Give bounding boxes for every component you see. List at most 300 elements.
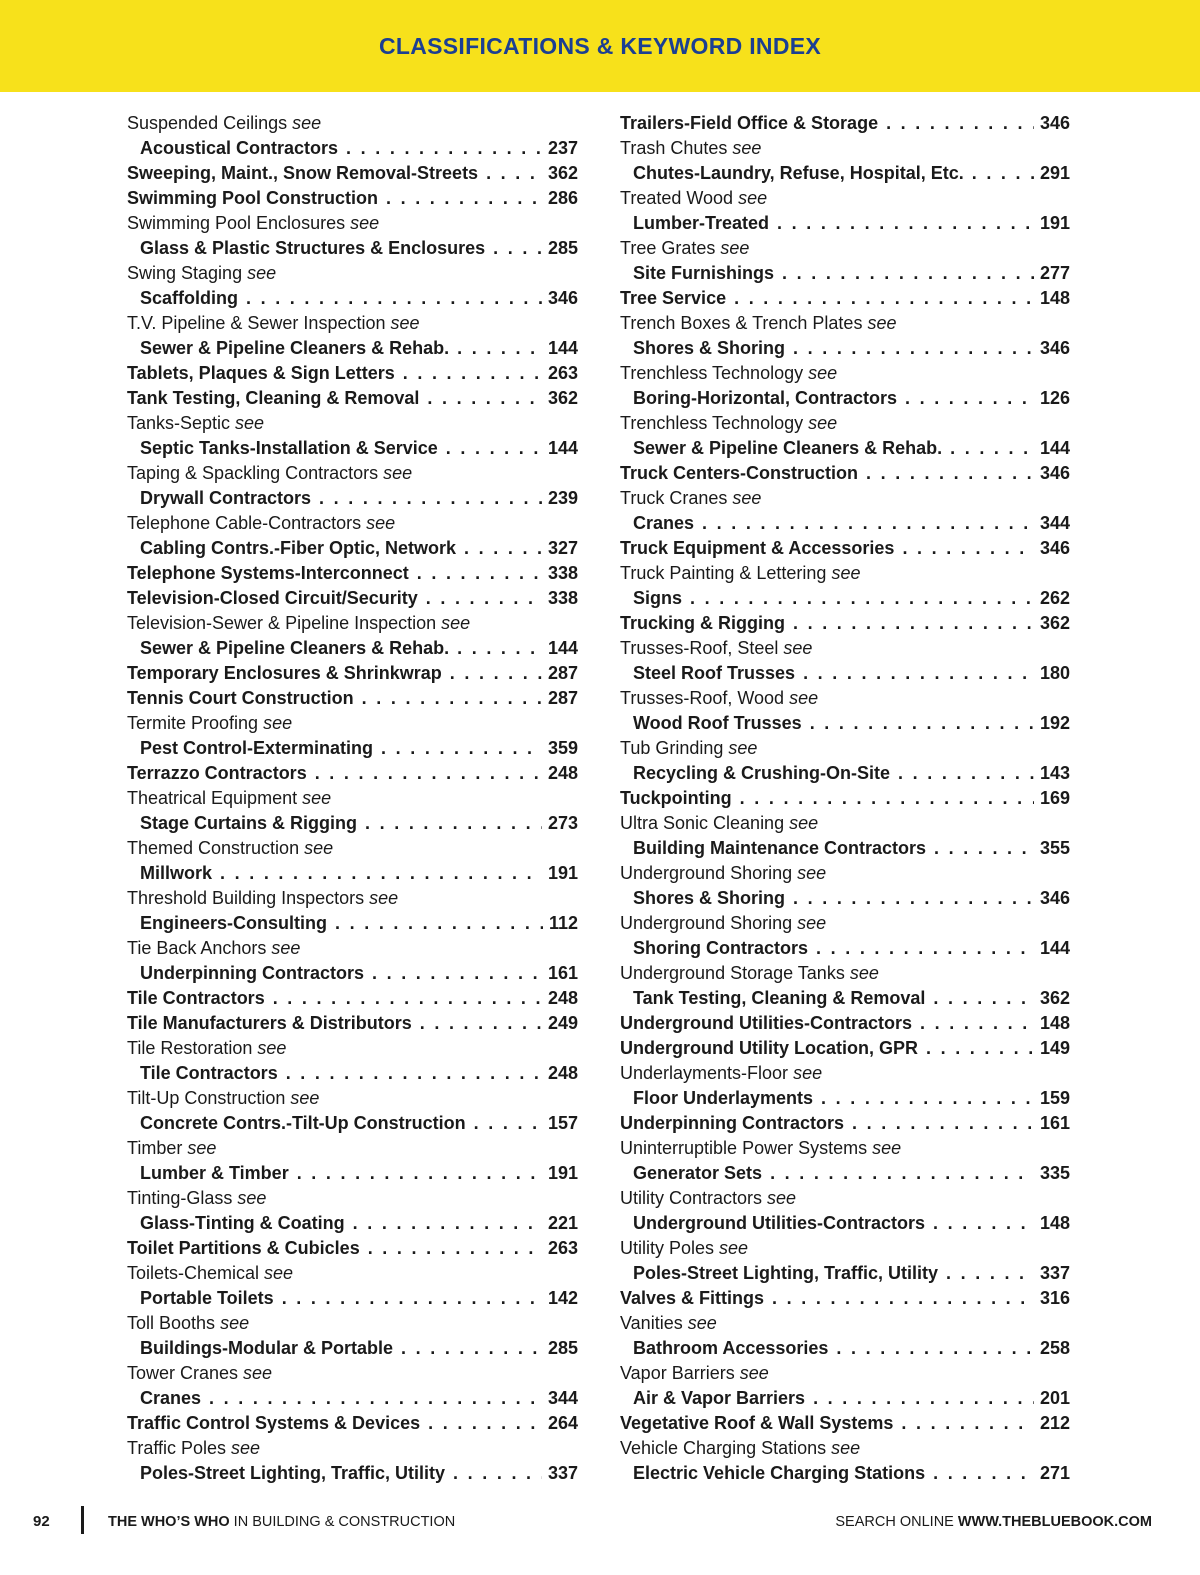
see-label: see: [793, 1063, 823, 1083]
index-subentry: [127, 236, 578, 261]
dot-leader: [852, 1111, 1034, 1136]
dot-leader: [346, 136, 542, 161]
dot-leader: [403, 361, 542, 386]
index-subentry: [127, 486, 578, 511]
index-cross-reference: [127, 311, 578, 336]
dot-leader: [450, 661, 542, 686]
classification-name: Swimming Pool Construction: [127, 188, 378, 208]
index-entry: [127, 686, 578, 711]
dot-leader: [793, 886, 1034, 911]
dot-leader: [926, 1036, 1034, 1061]
see-label: see: [292, 113, 322, 133]
see-label: see: [220, 1313, 250, 1333]
classification-name: Lumber-Treated: [633, 213, 770, 233]
classification-name: Steel Roof Trusses: [633, 663, 796, 683]
classification-name: Site Furnishings: [633, 263, 775, 283]
classification-name: Truck Centers-Construction: [620, 463, 859, 483]
cross-reference-term: Underlayments-Floor: [620, 1063, 789, 1083]
index-subentry: [620, 511, 1070, 536]
see-label: see: [797, 913, 827, 933]
cross-reference-term: Truck Cranes: [620, 488, 728, 508]
index-cross-reference: [620, 311, 1070, 336]
dot-leader: [770, 1161, 1034, 1186]
dot-leader: [381, 736, 542, 761]
dot-leader: [950, 436, 1034, 461]
index-entry: [620, 1411, 1070, 1436]
page-reference: 346: [1039, 538, 1070, 558]
index-cross-reference: [127, 111, 578, 136]
classification-name: Stage Curtains & Rigging: [140, 813, 358, 833]
dot-leader: [209, 1386, 542, 1411]
page-reference: 169: [1039, 788, 1070, 808]
cross-reference-term: Vehicle Charging Stations: [620, 1438, 827, 1458]
dot-leader: [816, 936, 1034, 961]
classification-name: Cranes: [633, 513, 695, 533]
dot-leader: [782, 261, 1034, 286]
index-subentry: [127, 1461, 578, 1486]
dot-leader: [934, 836, 1034, 861]
page-reference: 112: [548, 913, 578, 933]
cross-reference-term: Underground Shoring: [620, 863, 793, 883]
page-reference: 191: [547, 863, 578, 883]
see-label: see: [383, 463, 413, 483]
index-subentry: [620, 1336, 1070, 1361]
classification-name: Glass & Plastic Structures & Enclosures: [140, 238, 486, 258]
index-subentry: [127, 1386, 578, 1411]
dot-leader: [353, 1211, 542, 1236]
index-entry: [620, 536, 1070, 561]
classification-name: Underpinning Contractors: [140, 963, 364, 983]
page-reference: 148: [1039, 288, 1070, 308]
page-reference: 149: [1039, 1038, 1070, 1058]
classification-name: Cranes: [140, 1388, 202, 1408]
index-cross-reference: [620, 911, 1070, 936]
see-label: see: [739, 1363, 769, 1383]
index-entry: [127, 186, 578, 211]
see-label: see: [237, 1188, 267, 1208]
index-cross-reference: [127, 886, 578, 911]
index-subentry: [620, 1086, 1070, 1111]
cross-reference-term: Tie Back Anchors: [127, 938, 267, 958]
classification-name: Septic Tanks-Installation & Service: [140, 438, 438, 458]
classification-name: Millwork: [140, 863, 213, 883]
dot-leader: [446, 436, 542, 461]
cross-reference-term: Suspended Ceilings: [127, 113, 288, 133]
classification-name: Scaffolding: [140, 288, 238, 308]
cross-reference-term: Termite Proofing: [127, 713, 259, 733]
classification-name: Underpinning Contractors: [620, 1113, 844, 1133]
index-cross-reference: [127, 1136, 578, 1161]
dot-leader: [453, 1461, 542, 1486]
classification-name: Traffic Control Systems & Devices: [127, 1413, 421, 1433]
dot-leader: [902, 536, 1034, 561]
classification-name: Sewer & Pipeline Cleaners & Rehab.: [633, 438, 943, 458]
index-cross-reference: [620, 186, 1070, 211]
classification-name: Chutes-Laundry, Refuse, Hospital, Etc.: [633, 163, 964, 183]
classification-name: Concrete Contrs.-Tilt-Up Construction: [140, 1113, 466, 1133]
see-label: see: [235, 413, 265, 433]
page-reference: 337: [547, 1463, 578, 1483]
page-reference: 335: [1039, 1163, 1070, 1183]
see-label: see: [302, 788, 332, 808]
page-reference: 264: [547, 1413, 578, 1433]
page-reference: 180: [1039, 663, 1070, 683]
dot-leader: [886, 111, 1034, 136]
index-cross-reference: [620, 1361, 1070, 1386]
index-subentry: [127, 136, 578, 161]
cross-reference-term: Toilets-Chemical: [127, 1263, 260, 1283]
index-cross-reference: [127, 611, 578, 636]
page-reference: 362: [1039, 988, 1070, 1008]
page-reference: 287: [547, 663, 578, 683]
page-reference: 237: [547, 138, 578, 158]
classification-name: Floor Underlayments: [633, 1088, 814, 1108]
page-reference: 346: [1039, 888, 1070, 908]
cross-reference-term: Threshold Building Inspectors: [127, 888, 365, 908]
page-reference: 285: [547, 1338, 578, 1358]
page-reference: 148: [1039, 1013, 1070, 1033]
dot-leader: [286, 1061, 542, 1086]
dot-leader: [740, 786, 1034, 811]
dot-leader: [905, 386, 1034, 411]
index-entry: [620, 611, 1070, 636]
index-cross-reference: [620, 411, 1070, 436]
cross-reference-term: Treated Wood: [620, 188, 734, 208]
index-cross-reference: [620, 236, 1070, 261]
classification-name: Underground Utility Location, GPR: [620, 1038, 918, 1058]
index-cross-reference: [127, 511, 578, 536]
index-subentry: [620, 1161, 1070, 1186]
index-entry: [127, 386, 578, 411]
index-entry: [620, 1286, 1070, 1311]
dot-leader: [457, 336, 542, 361]
index-cross-reference: [620, 961, 1070, 986]
dot-leader: [368, 1236, 542, 1261]
index-subentry: [620, 1211, 1070, 1236]
page-reference: 287: [547, 688, 578, 708]
cross-reference-term: Traffic Poles: [127, 1438, 227, 1458]
see-label: see: [290, 1088, 320, 1108]
cross-reference-term: Timber: [127, 1138, 183, 1158]
see-label: see: [247, 263, 277, 283]
cross-reference-term: Trusses-Roof, Steel: [620, 638, 779, 658]
see-label: see: [441, 613, 471, 633]
dot-leader: [427, 386, 542, 411]
classification-name: Sewer & Pipeline Cleaners & Rehab.: [140, 338, 450, 358]
dot-leader: [493, 236, 542, 261]
dot-leader: [793, 611, 1034, 636]
page-reference: 338: [547, 588, 578, 608]
page-reference: 271: [1039, 1463, 1070, 1483]
classification-name: Trucking & Rigging: [620, 613, 785, 633]
publication-name-bold: THE WHO’S WHO: [108, 1514, 230, 1530]
see-label: see: [732, 138, 762, 158]
see-label: see: [187, 1138, 217, 1158]
index-subentry: [127, 1111, 578, 1136]
dot-leader: [457, 636, 542, 661]
index-cross-reference: [127, 711, 578, 736]
page-reference: 192: [1039, 713, 1070, 733]
page-reference: 221: [547, 1213, 578, 1233]
classification-name: Tank Testing, Cleaning & Removal: [127, 388, 420, 408]
classification-name: Bathroom Accessories: [633, 1338, 829, 1358]
index-subentry: [620, 436, 1070, 461]
page-reference: 355: [1039, 838, 1070, 858]
page-reference: 239: [547, 488, 578, 508]
page-reference: 346: [547, 288, 578, 308]
index-cross-reference: [620, 561, 1070, 586]
index-subentry: [127, 811, 578, 836]
dot-leader: [282, 1286, 542, 1311]
index-subentry: [620, 986, 1070, 1011]
dot-leader: [946, 1261, 1034, 1286]
dot-leader: [386, 186, 542, 211]
page-number: 92: [33, 1513, 50, 1530]
see-label: see: [738, 188, 768, 208]
classification-name: Portable Toilets: [140, 1288, 274, 1308]
see-label: see: [797, 863, 827, 883]
dot-leader: [486, 161, 542, 186]
classification-name: Glass-Tinting & Coating: [140, 1213, 345, 1233]
classification-name: Sweeping, Maint., Snow Removal-Streets: [127, 163, 479, 183]
classification-name: Acoustical Contractors: [140, 138, 339, 158]
classification-name: Cabling Contrs.-Fiber Optic, Network: [140, 538, 457, 558]
index-entry: [127, 661, 578, 686]
page-reference: 337: [1039, 1263, 1070, 1283]
search-prefix: SEARCH ONLINE: [835, 1514, 958, 1530]
classification-name: Air & Vapor Barriers: [633, 1388, 806, 1408]
index-cross-reference: [620, 811, 1070, 836]
cross-reference-term: Tub Grinding: [620, 738, 724, 758]
dot-leader: [813, 1386, 1034, 1411]
page-reference: 258: [1039, 1338, 1070, 1358]
index-entry: [620, 1011, 1070, 1036]
header-banner: [0, 0, 1200, 92]
classification-name: Tablets, Plaques & Sign Letters: [127, 363, 395, 383]
classification-name: Television-Closed Circuit/Security: [127, 588, 418, 608]
index-entry: [620, 1111, 1070, 1136]
page-reference: 346: [1039, 113, 1070, 133]
page-reference: 285: [547, 238, 578, 258]
page-reference: 263: [547, 1238, 578, 1258]
classification-name: Shores & Shoring: [633, 338, 786, 358]
see-label: see: [767, 1188, 797, 1208]
index-cross-reference: [620, 1311, 1070, 1336]
index-subentry: [127, 536, 578, 561]
classification-name: Tuckpointing: [620, 788, 732, 808]
page-reference: 344: [1039, 513, 1070, 533]
page-reference: 316: [1039, 1288, 1070, 1308]
index-subentry: [127, 286, 578, 311]
cross-reference-term: Uninterruptible Power Systems: [620, 1138, 868, 1158]
see-label: see: [687, 1313, 717, 1333]
publication-name-rest: IN BUILDING & CONSTRUCTION: [229, 1514, 456, 1530]
page-reference: 344: [547, 1388, 578, 1408]
dot-leader: [821, 1086, 1034, 1111]
cross-reference-term: Theatrical Equipment: [127, 788, 298, 808]
classification-name: Valves & Fittings: [620, 1288, 765, 1308]
cross-reference-term: Trench Boxes & Trench Plates: [620, 313, 863, 333]
see-label: see: [808, 363, 838, 383]
dot-leader: [810, 711, 1034, 736]
cross-reference-term: Swimming Pool Enclosures: [127, 213, 346, 233]
index-subentry: [620, 1386, 1070, 1411]
classification-name: Tennis Court Construction: [127, 688, 354, 708]
index-subentry: [127, 911, 578, 936]
see-label: see: [719, 1238, 749, 1258]
index-entry: [127, 1411, 578, 1436]
index-subentry: [127, 961, 578, 986]
page-reference: 157: [547, 1113, 578, 1133]
see-label: see: [849, 963, 879, 983]
page-reference: 161: [547, 963, 578, 983]
classification-name: Temporary Enclosures & Shrinkwrap: [127, 663, 442, 683]
page-reference: 291: [1039, 163, 1070, 183]
index-subentry: [620, 261, 1070, 286]
cross-reference-term: Tinting-Glass: [127, 1188, 233, 1208]
see-label: see: [789, 688, 819, 708]
cross-reference-term: Tree Grates: [620, 238, 716, 258]
dot-leader: [777, 211, 1034, 236]
dot-leader: [417, 561, 542, 586]
cross-reference-term: Utility Contractors: [620, 1188, 763, 1208]
index-cross-reference: [127, 936, 578, 961]
cross-reference-term: Toll Booths: [127, 1313, 216, 1333]
dot-leader: [933, 1211, 1034, 1236]
classification-name: Telephone Systems-Interconnect: [127, 563, 409, 583]
index-cross-reference: [127, 411, 578, 436]
cross-reference-term: Trenchless Technology: [620, 363, 804, 383]
cross-reference-term: Underground Shoring: [620, 913, 793, 933]
dot-leader: [972, 161, 1034, 186]
page-reference: 126: [1039, 388, 1070, 408]
dot-leader: [474, 1111, 542, 1136]
dot-leader: [920, 1011, 1034, 1036]
page-reference: 359: [547, 738, 578, 758]
dot-leader: [315, 761, 542, 786]
page-reference: 286: [547, 188, 578, 208]
classification-name: Recycling & Crushing-On-Site: [633, 763, 891, 783]
cross-reference-term: Tilt-Up Construction: [127, 1088, 286, 1108]
classification-name: Tree Service: [620, 288, 727, 308]
page-reference: 142: [547, 1288, 578, 1308]
dot-leader: [426, 586, 542, 611]
see-label: see: [720, 238, 750, 258]
dot-leader: [335, 911, 543, 936]
index-cross-reference: [127, 1036, 578, 1061]
page-reference: 191: [547, 1163, 578, 1183]
classification-name: Underground Utilities-Contractors: [633, 1213, 926, 1233]
see-label: see: [789, 813, 819, 833]
dot-leader: [836, 1336, 1034, 1361]
index-cross-reference: [620, 361, 1070, 386]
cross-reference-term: Taping & Spackling Contractors: [127, 463, 379, 483]
dot-leader: [690, 586, 1034, 611]
see-label: see: [231, 1438, 261, 1458]
index-subentry: [127, 636, 578, 661]
see-label: see: [263, 713, 293, 733]
index-entry: [620, 1036, 1070, 1061]
dot-leader: [933, 1461, 1034, 1486]
classification-name: Tile Contractors: [127, 988, 265, 1008]
dot-leader: [734, 286, 1034, 311]
dot-leader: [901, 1411, 1034, 1436]
index-cross-reference: [127, 1261, 578, 1286]
page-reference: 249: [547, 1013, 578, 1033]
classification-name: Pest Control-Exterminating: [140, 738, 374, 758]
cross-reference-term: Telephone Cable-Contractors: [127, 513, 362, 533]
index-cross-reference: [127, 1361, 578, 1386]
dot-leader: [319, 486, 542, 511]
page-reference: 248: [547, 763, 578, 783]
page-reference: 144: [1039, 938, 1070, 958]
search-online: [835, 1514, 1152, 1530]
index-entry: [620, 461, 1070, 486]
classification-name: Shores & Shoring: [633, 888, 786, 908]
index-entry: [127, 586, 578, 611]
index-cross-reference: [127, 1086, 578, 1111]
classification-name: Terrazzo Contractors: [127, 763, 307, 783]
index-subentry: [620, 936, 1070, 961]
page-reference: 161: [1039, 1113, 1070, 1133]
index-cross-reference: [620, 686, 1070, 711]
classification-name: Engineers-Consulting: [140, 913, 328, 933]
cross-reference-term: Vanities: [620, 1313, 683, 1333]
page-reference: 144: [547, 438, 578, 458]
cross-reference-term: Vapor Barriers: [620, 1363, 735, 1383]
index-cross-reference: [127, 836, 578, 861]
index-cross-reference: [127, 1311, 578, 1336]
cross-reference-term: Ultra Sonic Cleaning: [620, 813, 785, 833]
see-label: see: [366, 513, 396, 533]
page-reference: 263: [547, 363, 578, 383]
see-label: see: [732, 488, 762, 508]
page-reference: 262: [1039, 588, 1070, 608]
classification-name: Shoring Contractors: [633, 938, 809, 958]
dot-leader: [362, 686, 542, 711]
dot-leader: [220, 861, 542, 886]
index-subentry: [127, 1336, 578, 1361]
page-reference: 273: [547, 813, 578, 833]
index-subentry: [620, 386, 1070, 411]
cross-reference-term: Utility Poles: [620, 1238, 715, 1258]
index-entry: [127, 1011, 578, 1036]
dot-leader: [401, 1336, 542, 1361]
index-cross-reference: [127, 1436, 578, 1461]
dot-leader: [365, 811, 542, 836]
index-cross-reference: [620, 1136, 1070, 1161]
index-subentry: [127, 1161, 578, 1186]
index-subentry: [620, 211, 1070, 236]
index-subentry: [127, 1211, 578, 1236]
cross-reference-term: Trash Chutes: [620, 138, 728, 158]
index-cross-reference: [620, 861, 1070, 886]
index-entry: [127, 1236, 578, 1261]
classification-name: Tile Manufacturers & Distributors: [127, 1013, 412, 1033]
dot-leader: [702, 511, 1034, 536]
index-cross-reference: [620, 1186, 1070, 1211]
cross-reference-term: Tanks-Septic: [127, 413, 231, 433]
classification-name: Poles-Street Lighting, Traffic, Utility: [633, 1263, 939, 1283]
index-cross-reference: [620, 1061, 1070, 1086]
page-reference: 144: [547, 638, 578, 658]
website-link[interactable]: WWW.THEBLUEBOOK.COM: [957, 1514, 1152, 1530]
classification-name: Toilet Partitions & Cubicles: [127, 1238, 360, 1258]
index-subentry: [127, 336, 578, 361]
see-label: see: [369, 888, 399, 908]
page-title: CLASSIFICATIONS & KEYWORD INDEX: [378, 33, 822, 59]
dot-leader: [803, 661, 1034, 686]
